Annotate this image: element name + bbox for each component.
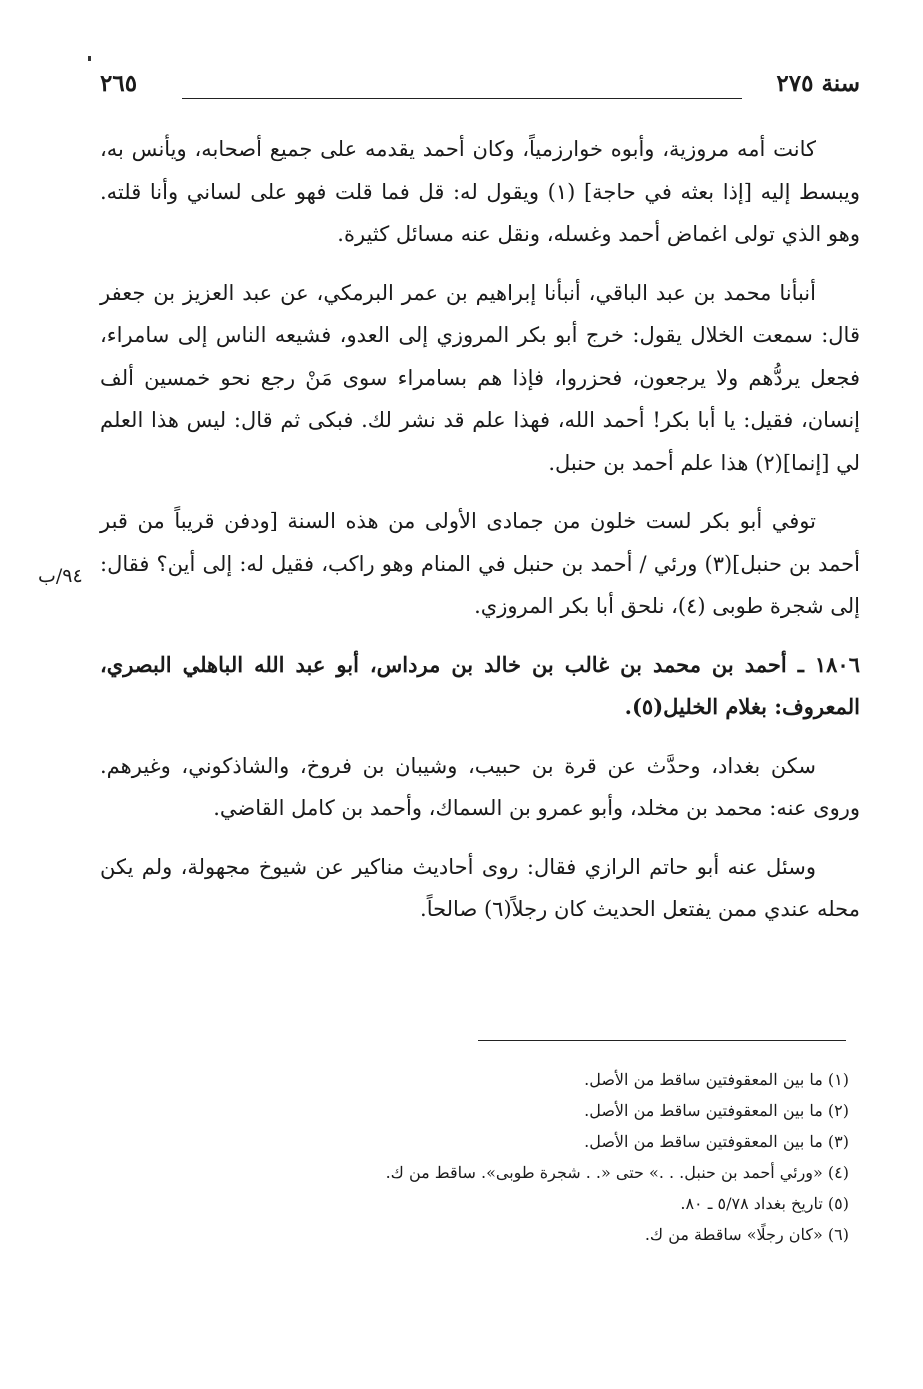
page-number: ٢٦٥ xyxy=(100,70,138,97)
paragraph-3: توفي أبو بكر لست خلون من جمادى الأولى من هذه السنة [ودفن قريباً من قبر أحمد بن حنبل](٣) ورئي / أحمد بن حنبل في المنام وهو راكب، فقيل له: إلى أين؟ فقال: إلى شجرة طوبى (٤)، نلحق أبا بكر المروزي. xyxy=(100,509,860,618)
footnote-4: (٤) «ورئي أحمد بن حنبل. . .» حتى «. . شجرة طوبى». ساقط من ك. xyxy=(385,1163,849,1182)
biography-entry-heading: ١٨٠٦ ـ أحمد بن محمد بن غالب بن خالد بن مرداس، أبو عبد الله الباهلي البصري، المعروف: بغلام الخليل(٥). xyxy=(100,651,860,719)
paragraph-5: سكن بغداد، وحدَّث عن قرة بن حبيب، وشيبان بن فروخ، والشاذكوني، وغيرهم. وروى عنه: محمد بن مخلد، وأبو عمرو بن السماك، وأحمد بن كامل القاضي. xyxy=(100,753,860,820)
stray-mark xyxy=(88,56,91,61)
header-year: سنة ٢٧٥ xyxy=(776,70,860,97)
footnote-1: (١) ما بين المعقوفتين ساقط من الأصل. xyxy=(584,1070,849,1089)
footnote-3: (٣) ما بين المعقوفتين ساقط من الأصل. xyxy=(584,1132,849,1151)
footnote-5: (٥) تاريخ بغداد ٥/٧٨ ـ ٨٠. xyxy=(680,1194,849,1213)
footnote-2: (٢) ما بين المعقوفتين ساقط من الأصل. xyxy=(584,1101,849,1120)
header-rule xyxy=(182,98,742,99)
manuscript-folio-reference: ٩٤/ب xyxy=(38,565,83,587)
paragraph-1: كانت أمه مروزية، وأبوه خوارزمياً، وكان أحمد يقدمه على جميع أصحابه، ويأنس به، ويبسط إليه [إذا بعثه في حاجة] (١) ويقول له: قل فما قلت فهو على لساني وأنا قلته. وهو الذي تولى اغماض أحمد وغسله، ونقل عنه مسائل كثيرة. xyxy=(100,137,861,246)
page-header xyxy=(100,68,860,104)
paragraph-2: أنبأنا محمد بن عبد الباقي، أنبأنا إبراهيم بن عمر البرمكي، عن عبد العزيز بن جعفر قال: سمعت الخلال يقول: خرج أبو بكر المروزي إلى العدو، فشيعه الناس إلى سامراء، فجعل يردُّهم ولا يرجعون، فحزروا، فإذا هم بسامراء سوى مَنْ رجع نحو خمسين ألف إنسان، فقيل: يا أبا بكر! أحمد الله، فهذا علم قد نشر لك. فبكى ثم قال: ليس هذا العلم لي [إنما](٢) هذا علم أحمد بن حنبل. xyxy=(100,280,860,475)
footnotes xyxy=(249,1064,849,1250)
footnote-6: (٦) «كان رجلًا» ساقطة من ك. xyxy=(644,1225,849,1244)
footnote-rule xyxy=(478,1040,846,1041)
main-text xyxy=(100,128,860,947)
paragraph-6: وسئل عنه أبو حاتم الرازي فقال: روى أحاديث مناكير عن شيوخ مجهولة، ولم يكن محله عندي ممن يفتعل الحديث كان رجلاً(٦) صالحاً. xyxy=(100,854,860,921)
